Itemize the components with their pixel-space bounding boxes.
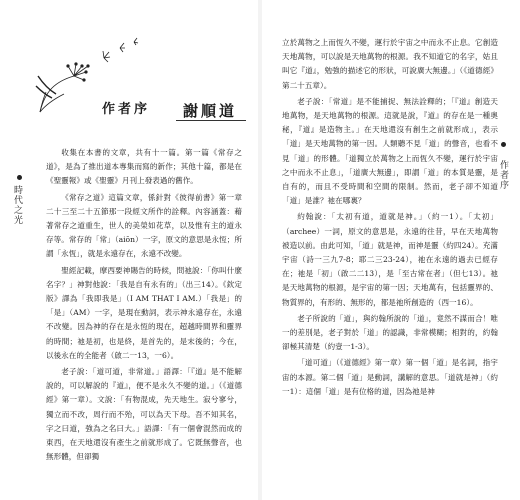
left-body-text (46, 146, 242, 466)
chapter-title: 作者序 (102, 102, 151, 117)
paragraph: 約翰說：「太初有道，道就是神。」（約一1）。「太初」（archee）一詞，原文的意思是，永遠的往昔，早在天地萬物被造以前。由此可知，「道」就是神，而神是靈（約四24）。充滿宇宙（詩一三九7-8；耶二三23-24），祂在永遠的過去已經存在；祂是「初」（啟二二13），是「至古常在者」（但七13）。祂是天地萬物的根源，是宇宙的第一因；天地萬有，包括靈界的、物質界的，有形的、無形的，都是祂所創造的（西一16）。 (282, 212, 498, 307)
paragraph: 立於萬物之上而恆久不變，運行於宇宙之中而永不止息。它創造天地萬物，可以說是天地萬物的根源。我不知道它的名字，姑且叫它『道』，勉強的描述它的形狀，可說廣大無邊。」（《道德經》第二十五章）。 (282, 38, 498, 90)
right-body-text (282, 36, 498, 401)
paragraph: 收集在本書的文章，共有十一篇。第一篇《常存之道》，是為了推出道本專集而寫的新作；其他十篇，都是在《聖靈報》或《聖靈》月刊上發表過的舊作。 (46, 148, 242, 186)
left-page (0, 0, 258, 500)
paragraph: 老子所說的「道」，與約翰所說的「道」，竟然不謀而合！唯一的差別是，老子對於「道」的認識，非常模糊；相對的，約翰卻極其清楚（約壹一1-3）。 (282, 313, 498, 352)
author-underline (176, 120, 246, 121)
right-page (262, 0, 520, 500)
side-dot-icon (501, 142, 506, 147)
paragraph: 「道可道」（《道德經》第一章）第一個「道」是名詞，指宇宙的本源。第二個「道」是動詞，講解的意思。「道就是神」（約一1）：這個「道」是有位格的道，因為祂是神 (282, 358, 498, 396)
paragraph: 老子說：「常道」是不能捕捉、無法詮釋的；「『道』創造天地萬物，是天地萬物的根源。這就是說，『道』的存在是一種奧秘，『道』是造物主。」在天地還沒有創生之前就形成」，表示「道」是天地萬物的第一因。人類聽不見「道」的聲音，也看不見「道」的形體。「道獨立於萬物之上而恆久不變，運行於宇宙之中而永不止息」，「道廣大無邊」，即謂「道」的本質是靈，是自有的，而且不受時間和空間的限制。然而，老子卻不知道「道」是誰？祂在哪裏？ (282, 96, 498, 206)
paragraph: 聖經記載，摩西要神賜告的時候，問祂說：「你叫什麼名字？」神對他說：「我是自有永有的」（出三14）。《欽定版》譯為「我即我是」（I AM THAT I AM.）「我是」的「是」（AM）一字，是現在動詞，表示神永遠存在，永遠不改變。因為神的存在是永恆的現在，超越時間界和靈界的時間；祂是初，也是終，是首先的，是末後的；今在，以後永在的全能者（啟二一13，一6）。 (46, 265, 242, 360)
side-label-left: 時代之光 (12, 185, 22, 225)
side-label-right: 作者序 (498, 160, 508, 190)
paragraph: 老子說：「道可道，非常道。」語譯：「『道』是不能解說的，可以解說的『道』，便不是永久不變的道。」（《道德經》第一章）。文說：「有物混成，先天地生。寂兮寥兮，獨立而不改，周行而不殆，可以為天下母。吾不知其名，字之曰道，強為之名曰大。」語譯：「有一個會混然而成的東西，在天地還沒有產生之前就形成了。它既無聲音，也無形體，但卻獨 (46, 367, 242, 462)
author-name: 謝順道 (183, 102, 238, 120)
side-dot-icon (17, 175, 22, 180)
paragraph: 《常存之道》這篇文章，係針對《彼得前書》第一章二十三至二十五節那一段經文所作的詮釋。內容涵蓋：藉著常存之道重生，世人的美榮如花草，以及惟有主的道永存等。常存的「常」（aiōn）一字，原文的意思是永恆；所謂「永恆」，就是永遠存在，永遠不改變。 (46, 192, 242, 259)
left-side-marker (11, 175, 33, 235)
right-side-marker (497, 142, 513, 212)
